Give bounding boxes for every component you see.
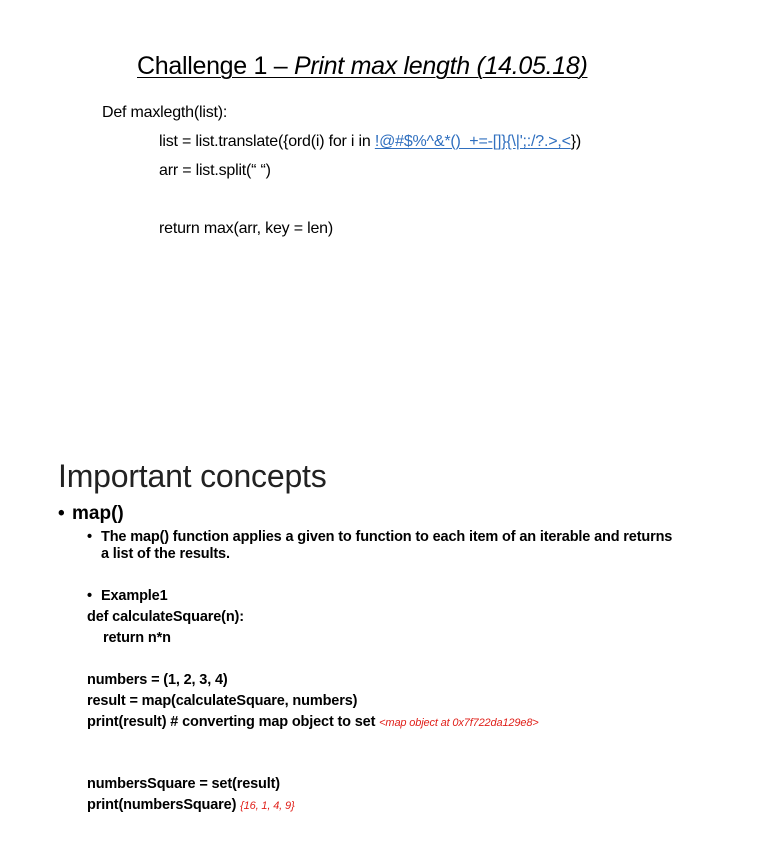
code-def-line: Def maxlegth(list): bbox=[102, 104, 228, 121]
bullet-map bbox=[58, 503, 124, 525]
code-print-result-text: print(result) # converting map object to set bbox=[87, 714, 380, 730]
code-return-square: return n*n bbox=[103, 630, 171, 646]
section-heading: Important concepts bbox=[58, 458, 327, 494]
code-result: result = map(calculateSquare, numbers) bbox=[87, 693, 358, 709]
print-square-output: {16, 1, 4, 9} bbox=[240, 800, 295, 812]
description-text-1: The map() function applies a given to function to each item of an iterable and returns bbox=[101, 529, 673, 545]
title-italic: Print max length (14.05.18) bbox=[294, 52, 588, 80]
title-plain: Challenge 1 – bbox=[137, 52, 295, 80]
code-numbers: numbers = (1, 2, 3, 4) bbox=[87, 672, 228, 688]
code-print-result bbox=[87, 714, 539, 730]
code-translate-prefix: list = list.translate({ord(i) for i in bbox=[159, 133, 375, 150]
bullet-map-label: map() bbox=[72, 503, 124, 524]
code-def-calculate: def calculateSquare(n): bbox=[87, 609, 244, 625]
example-label-text: Example1 bbox=[101, 588, 168, 604]
example-bullet-dot: • bbox=[87, 588, 92, 604]
sub-bullet-dot: • bbox=[87, 529, 92, 545]
description-line-2: a list of the results. bbox=[101, 546, 230, 562]
print-result-output: <map object at 0x7f722da129e8> bbox=[379, 717, 539, 729]
example-label bbox=[87, 588, 168, 604]
code-print-square-text: print(numbersSquare) bbox=[87, 797, 241, 813]
code-return-line: return max(arr, key = len) bbox=[159, 220, 333, 237]
code-translate-suffix: }) bbox=[570, 133, 582, 150]
slide-title bbox=[137, 52, 587, 81]
description-line-1 bbox=[87, 529, 672, 545]
code-translate-link[interactable]: !@#$%^&*()_+=-[]}{\|';:/?.>,< bbox=[374, 133, 571, 150]
code-print-square bbox=[87, 797, 294, 813]
bullet-dot: • bbox=[58, 503, 65, 524]
code-translate-line bbox=[159, 133, 581, 151]
code-set-result: numbersSquare = set(result) bbox=[87, 776, 280, 792]
code-split-line: arr = list.split(“ “) bbox=[159, 162, 271, 179]
